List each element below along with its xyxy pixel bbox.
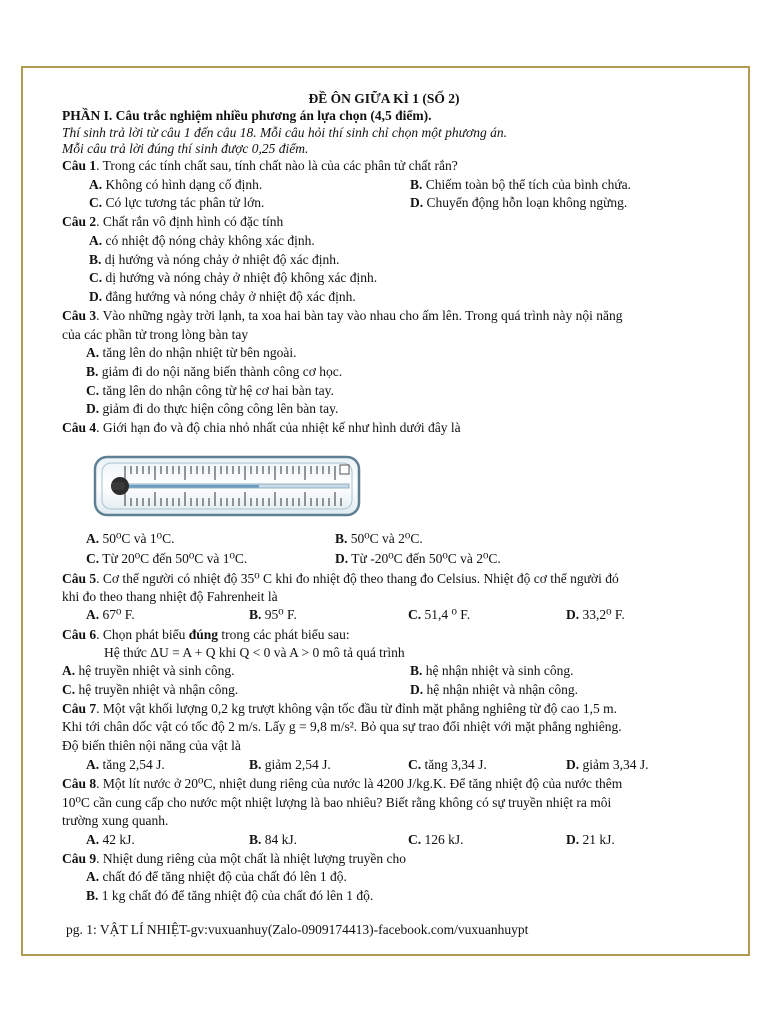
question-7-stem-cont-2: Độ biến thiên nội năng của vật là	[62, 738, 241, 753]
q1-option-c[interactable]: C. Có lực tương tác phân tử lớn.	[89, 195, 265, 210]
question-9-stem: Câu 9. Nhiệt dung riêng của một chất là nhiệt lượng truyền cho	[62, 851, 407, 866]
q1-option-a[interactable]: A. Không có hình dạng cố định.	[89, 177, 263, 192]
q6-option-c[interactable]: C. hệ truyền nhiệt và nhận công.	[62, 682, 239, 697]
q3-option-a[interactable]: A. tăng lên do nhận nhiệt từ bên ngoài.	[86, 345, 297, 360]
q3-option-b[interactable]: B. giảm đi do nội năng biến thành công cơ học.	[86, 364, 343, 379]
question-8-stem-cont: 10⁰C cần cung cấp cho nước một nhiệt lượng là bao nhiêu? Biết rằng không có sự truyền nhiệt ra môi	[62, 795, 612, 810]
q8-option-d[interactable]: D. 21 kJ.	[566, 832, 615, 847]
q9-option-a[interactable]: A. chất đó để tăng nhiệt độ của chất đó lên 1 độ.	[86, 869, 347, 884]
q5-option-d[interactable]: D. 33,2⁰ F.	[566, 607, 625, 622]
question-5-stem-cont: khi đo theo thang nhiệt độ Fahrenheit là	[62, 589, 278, 604]
q8-option-b[interactable]: B. 84 kJ.	[249, 832, 298, 847]
q2-option-c[interactable]: C. dị hướng và nóng chảy ở nhiệt độ không xác định.	[89, 270, 378, 285]
q7-option-c[interactable]: C. tăng 3,34 J.	[408, 757, 487, 772]
question-4-stem: Câu 4. Giới hạn đo và độ chia nhỏ nhất của nhiệt kế như hình dưới đây là	[62, 420, 461, 435]
q7-option-b[interactable]: B. giảm 2,54 J.	[249, 757, 331, 772]
question-7-stem: Câu 7. Một vật khối lượng 0,2 kg trượt không vận tốc đầu từ đỉnh mặt phẳng nghiêng từ độ cao 1,5 m.	[62, 701, 617, 716]
question-8-stem-cont-2: trường xung quanh.	[62, 813, 169, 828]
instruction-line-1: Thí sinh trả lời từ câu 1 đến câu 18. Mỗi câu hỏi thí sinh chỉ chọn một phương án.	[62, 125, 507, 140]
q1-option-b[interactable]: B. Chiếm toàn bộ thể tích của bình chứa.	[410, 177, 632, 192]
q3-option-c[interactable]: C. tăng lên do nhận công từ hệ cơ hai bàn tay.	[86, 383, 334, 398]
question-2-stem: Câu 2. Chất rắn vô định hình có đặc tính	[62, 214, 284, 229]
q7-option-d[interactable]: D. giảm 3,34 J.	[566, 757, 649, 772]
page-footer: pg. 1: VẬT LÍ NHIỆT-gv:vuxuanhuy(Zalo-0909174413)-facebook.com/vuxuanhuypt	[66, 922, 529, 937]
q6-option-d[interactable]: D. hệ nhận nhiệt và nhận công.	[410, 682, 578, 697]
part-heading: PHẦN I. Câu trắc nghiệm nhiều phương án lựa chọn (4,5 điểm).	[62, 108, 432, 123]
q7-option-a[interactable]: A. tăng 2,54 J.	[86, 757, 165, 772]
q4-option-b[interactable]: B. 50⁰C và 2⁰C.	[335, 531, 423, 546]
question-1-stem: Câu 1. Trong các tính chất sau, tính chất nào là của các phân tử chất rắn?	[62, 158, 458, 173]
instruction-line-2: Mỗi câu trả lời đúng thí sinh được 0,25 điểm.	[62, 141, 309, 156]
q5-option-a[interactable]: A. 67⁰ F.	[86, 607, 135, 622]
exam-title: ĐỀ ÔN GIỮA KÌ 1 (SỐ 2)	[308, 91, 460, 106]
q2-option-a[interactable]: A. có nhiệt độ nóng chảy không xác định.	[89, 233, 315, 248]
q3-option-d[interactable]: D. giảm đi do thực hiện công công lên bàn tay.	[86, 401, 339, 416]
q4-option-c[interactable]: C. Từ 20⁰C đến 50⁰C và 1⁰C.	[86, 551, 248, 566]
question-3-stem: Câu 3. Vào những ngày trời lạnh, ta xoa hai bàn tay vào nhau cho ấm lên. Trong quá trình này nội năng	[62, 308, 623, 323]
q4-option-a[interactable]: A. 50⁰C và 1⁰C.	[86, 531, 175, 546]
question-6-formula: Hệ thức ΔU = A + Q khi Q < 0 và A > 0 mô tả quá trình	[104, 645, 405, 660]
q6-option-b[interactable]: B. hệ nhận nhiệt và sinh công.	[410, 663, 574, 678]
q8-option-c[interactable]: C. 126 kJ.	[408, 832, 464, 847]
q2-option-d[interactable]: D. đẳng hướng và nóng chảy ở nhiệt độ xác định.	[89, 289, 356, 304]
q5-option-b[interactable]: B. 95⁰ F.	[249, 607, 297, 622]
question-8-stem: Câu 8. Một lít nước ở 20⁰C, nhiệt dung riêng của nước là 4200 J/kg.K. Để tăng nhiệt độ của nước thêm	[62, 776, 623, 791]
question-7-stem-cont: Khi tới chân dốc vật có tốc độ 2 m/s. Lấy g = 9,8 m/s². Bỏ qua sự trao đổi nhiệt với mặt phẳng nghiêng.	[62, 719, 622, 734]
q8-option-a[interactable]: A. 42 kJ.	[86, 832, 135, 847]
q4-option-d[interactable]: D. Từ -20⁰C đến 50⁰C và 2⁰C.	[335, 551, 501, 566]
q5-option-c[interactable]: C. 51,4 ⁰ F.	[408, 607, 471, 622]
thermometer-figure	[93, 453, 361, 521]
q6-option-a[interactable]: A. hệ truyền nhiệt và sinh công.	[62, 663, 235, 678]
q2-option-b[interactable]: B. dị hướng và nóng chảy ở nhiệt độ xác định.	[89, 252, 340, 267]
question-6-stem: Câu 6. Chọn phát biểu đúng trong các phát biểu sau:	[62, 627, 350, 642]
question-5-stem: Câu 5. Cơ thể người có nhiệt độ 35⁰ C khi đo nhiệt độ theo thang đo Celsius. Nhiệt độ cơ thể người đó	[62, 571, 619, 586]
question-3-stem-cont: của các phần tử trong lòng bàn tay	[62, 327, 249, 342]
q9-option-b[interactable]: B. 1 kg chất đó để tăng nhiệt độ của chất đó lên 1 độ.	[86, 888, 374, 903]
q1-option-d[interactable]: D. Chuyển động hỗn loạn không ngừng.	[410, 195, 628, 210]
